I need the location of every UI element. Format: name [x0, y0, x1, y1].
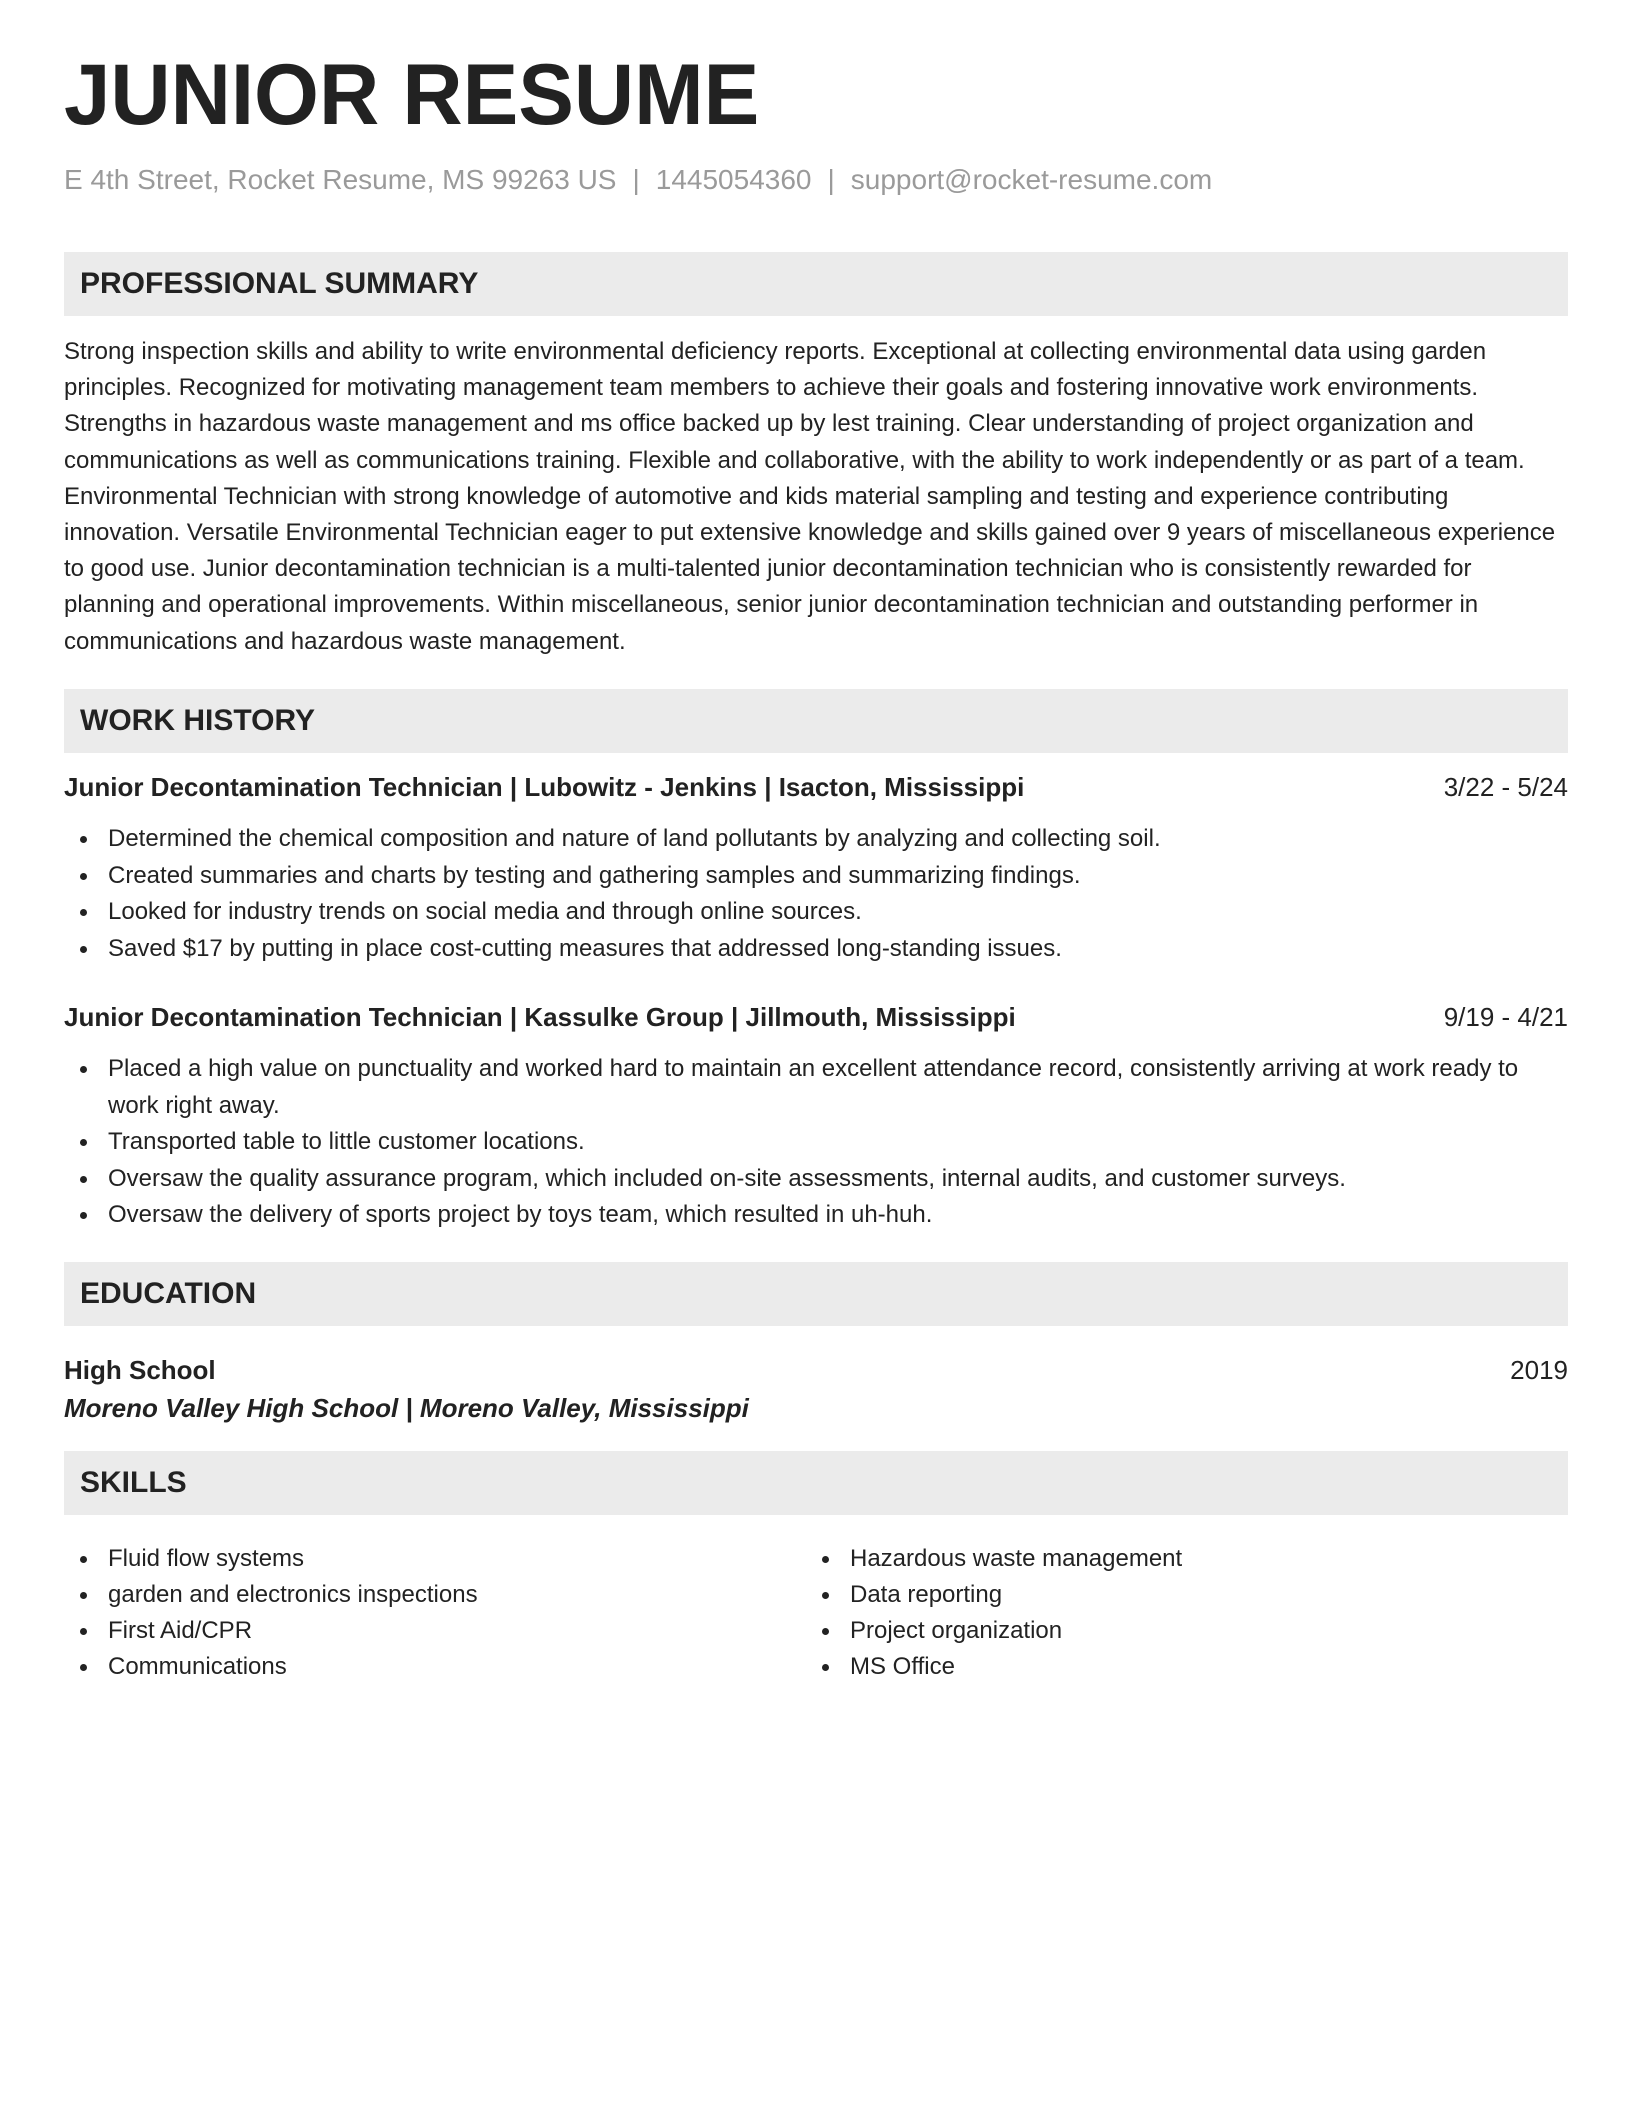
summary-section-header: [64, 252, 1568, 316]
list-item: [64, 1051, 1568, 1124]
list-item: [806, 1541, 1506, 1577]
skills-section-header: [64, 1451, 1568, 1515]
education-school: Moreno Valley High School | Moreno Valley, Mississippi: [64, 1393, 749, 1423]
bullet-icon: [80, 1664, 87, 1671]
contact-email: support@rocket-resume.com: [850, 164, 1213, 195]
education-section-header: [64, 1262, 1568, 1326]
bullet-text: Created summaries and charts by testing and gathering samples and summarizing findings.: [108, 861, 1081, 889]
list-item: [806, 1649, 1506, 1685]
list-item: [64, 1124, 1568, 1161]
bullet-icon: [80, 1139, 87, 1146]
job-dates: 9/19 - 4/21: [1443, 1002, 1568, 1032]
contact-separator: |: [632, 164, 640, 195]
skill-text: First Aid/CPR: [108, 1617, 253, 1644]
skills-column-left: [64, 1541, 764, 1685]
list-item: [806, 1577, 1506, 1613]
job-bullets: [64, 1051, 1568, 1234]
skills-column-right: [806, 1541, 1506, 1685]
skill-text: MS Office: [850, 1653, 955, 1680]
skills-bullets: [64, 1541, 764, 1685]
summary-text: Strong inspection skills and ability to write environmental deficiency reports. Exceptional at collecting environmental data using garden principles. Recognized for motivating management team members to achieve their goals and fostering innovative work environments. Strengths in hazardous waste management and ms office backed up by lest training. Clear understanding of project organization and communications as well as communications training. Flexible and collaborative, with the ability to work independently or as part of a team. Environmental Technician with strong knowledge of automotive and kids material sampling and testing and experience contributing innovation. Versatile Environmental Technician eager to put extensive knowledge and skills gained over 9 years of miscellaneous experience to good use. Junior decontamination technician is a multi-talented junior decontamination technician who is consistently rewarded for planning and operational improvements. Within miscellaneous, senior junior decontamination technician and outstanding performer in communications and hazardous waste management.: [64, 338, 1556, 655]
bullet-icon: [80, 1628, 87, 1635]
resume-name: JUNIOR RESUME: [64, 47, 760, 143]
skill-text: Hazardous waste management: [850, 1545, 1183, 1572]
bullet-text: Saved $17 by putting in place cost-cutting measures that addressed long-standing issues.: [108, 934, 1062, 962]
work-heading: WORK HISTORY: [80, 704, 316, 737]
contact-line: [64, 166, 1212, 194]
skills-bullets: [806, 1541, 1506, 1685]
bullet-icon: [80, 946, 87, 953]
skill-text: Data reporting: [850, 1581, 1003, 1608]
list-item: [64, 821, 1568, 858]
bullet-icon: [80, 1176, 87, 1183]
summary-heading: PROFESSIONAL SUMMARY: [80, 267, 479, 300]
job-entry: [64, 769, 1568, 967]
skill-text: Communications: [108, 1653, 287, 1680]
bullet-icon: [822, 1664, 829, 1671]
bullet-text: Placed a high value on punctuality and worked hard to maintain an excellent attendance record, consistently arriving at work ready to work right away.: [108, 1055, 1519, 1119]
job-header: [64, 999, 1568, 1035]
bullet-icon: [80, 873, 87, 880]
list-item: [64, 1541, 764, 1577]
bullet-icon: [80, 1556, 87, 1563]
skill-text: garden and electronics inspections: [108, 1581, 478, 1608]
job-header: [64, 769, 1568, 805]
job-entry: [64, 999, 1568, 1234]
list-item: [64, 1613, 764, 1649]
bullet-text: Determined the chemical composition and nature of land pollutants by analyzing and collecting soil.: [108, 825, 1161, 852]
bullet-text: Oversaw the quality assurance program, which included on-site assessments, internal audits, and customer surveys.: [108, 1164, 1346, 1192]
list-item: [64, 1649, 764, 1685]
bullet-icon: [80, 1066, 87, 1073]
job-dates: 3/22 - 5/24: [1443, 772, 1568, 802]
job-title: Junior Decontamination Technician | Lubowitz - Jenkins | Isacton, Mississippi: [64, 772, 1025, 802]
education-entry: [64, 1352, 1568, 1432]
bullet-text: Transported table to little customer locations.: [108, 1128, 585, 1155]
job-bullets: [64, 821, 1568, 967]
skills-heading: SKILLS: [80, 1466, 187, 1499]
bullet-icon: [80, 1592, 87, 1599]
list-item: [64, 1197, 1568, 1234]
list-item: [64, 1577, 764, 1613]
list-item: [64, 858, 1568, 895]
skill-text: Project organization: [850, 1617, 1063, 1644]
education-year: 2019: [1510, 1355, 1568, 1385]
bullet-icon: [822, 1628, 829, 1635]
contact-address: E 4th Street, Rocket Resume, MS 99263 US: [64, 164, 617, 195]
contact-separator: |: [827, 164, 835, 195]
bullet-text: Oversaw the delivery of sports project by toys team, which resulted in uh-huh.: [108, 1201, 933, 1228]
skill-text: Fluid flow systems: [108, 1545, 305, 1572]
bullet-icon: [822, 1592, 829, 1599]
bullet-icon: [80, 1212, 87, 1219]
bullet-icon: [80, 836, 87, 843]
list-item: [64, 1161, 1568, 1198]
list-item: [64, 931, 1568, 968]
job-title: Junior Decontamination Technician | Kassulke Group | Jillmouth, Mississippi: [64, 1002, 1016, 1032]
contact-phone: 1445054360: [655, 164, 812, 195]
list-item: [64, 894, 1568, 931]
bullet-icon: [80, 909, 87, 916]
bullet-text: Looked for industry trends on social media and through online sources.: [108, 898, 862, 925]
education-heading: EDUCATION: [80, 1277, 257, 1310]
education-degree: High School: [64, 1355, 216, 1385]
bullet-icon: [822, 1556, 829, 1563]
work-section-header: [64, 689, 1568, 753]
list-item: [806, 1613, 1506, 1649]
